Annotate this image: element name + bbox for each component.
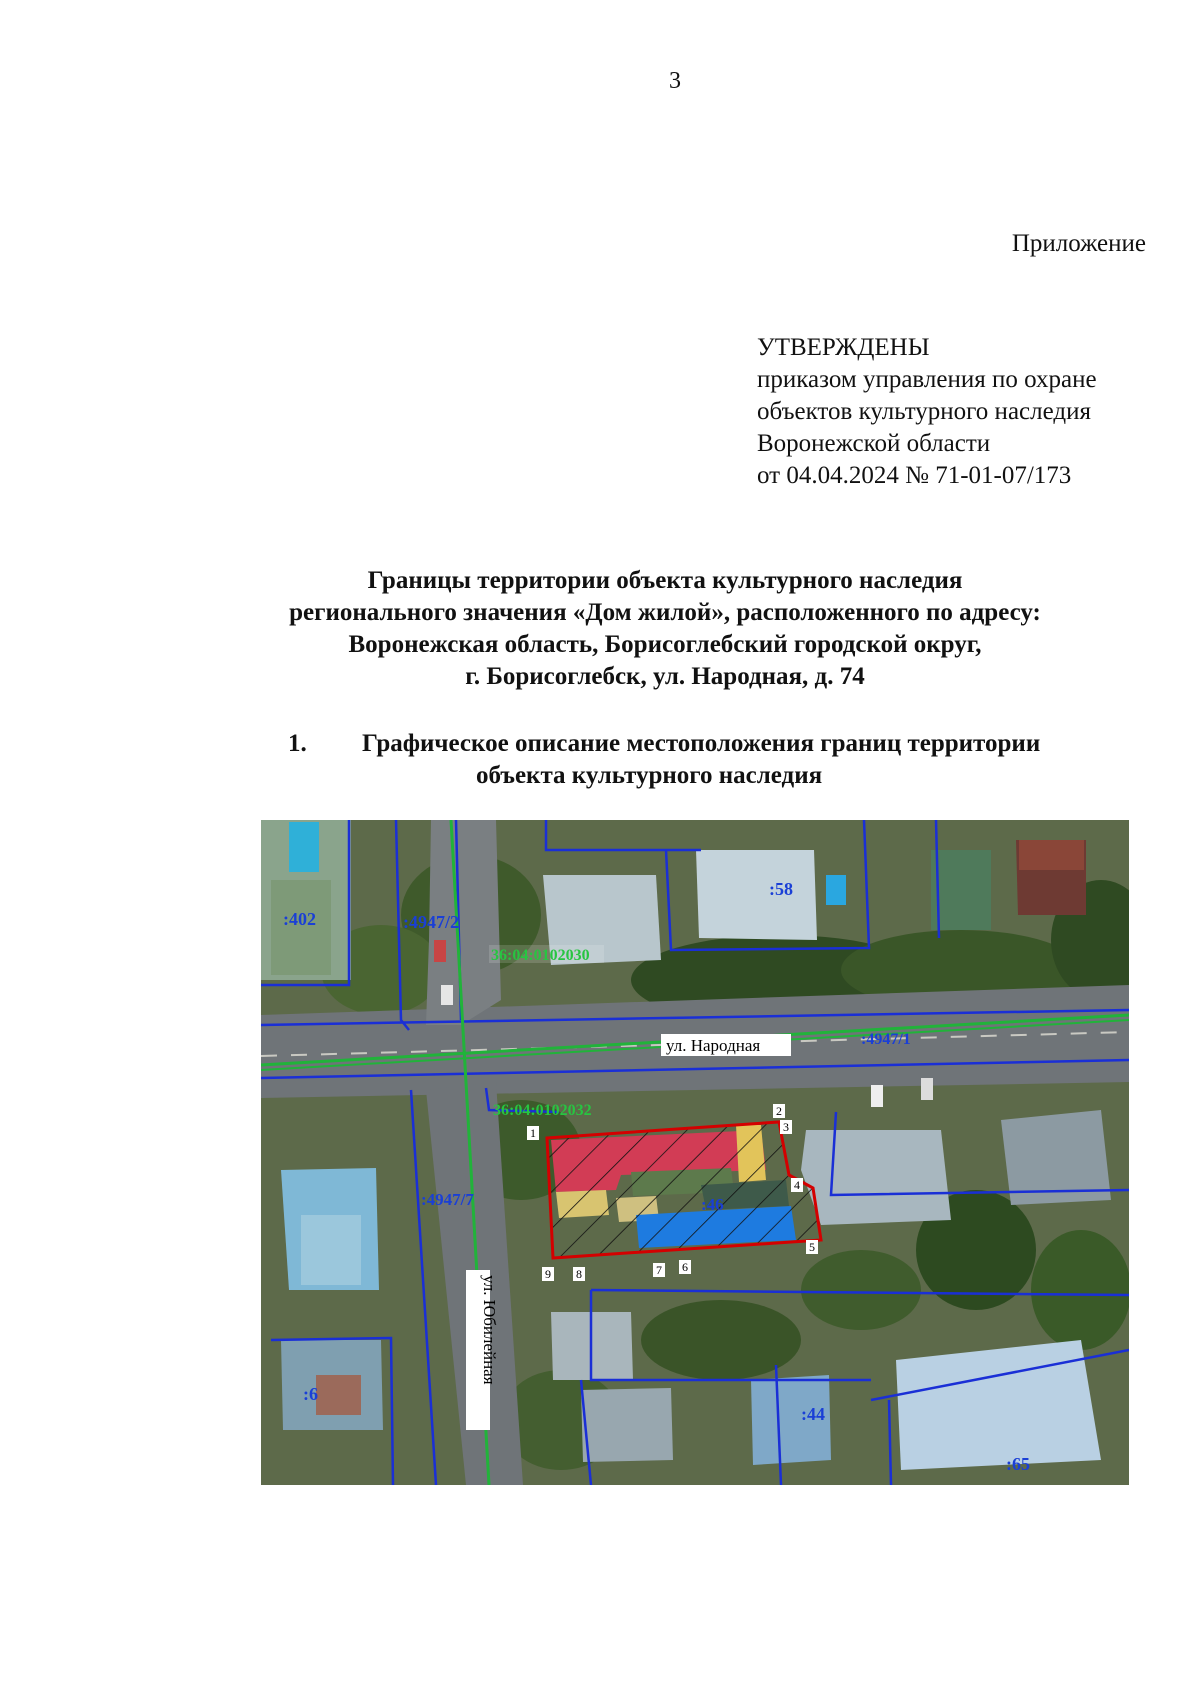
- approval-line: Воронежской области: [757, 430, 991, 457]
- point-label-6: 6: [682, 1260, 688, 1274]
- approval-line: объектов культурного наследия: [757, 398, 1091, 425]
- point-label-3: 3: [783, 1120, 789, 1134]
- title-line: Воронежская область, Борисоглебский городской округ,: [348, 631, 982, 658]
- document-title: [160, 565, 1170, 693]
- approval-block: [757, 332, 1097, 492]
- parcel-label-402: :402: [283, 909, 316, 929]
- section-title-line: Графическое описание местоположения границ территории: [362, 730, 1041, 757]
- approval-heading: УТВЕРЖДЕНЫ: [757, 334, 930, 361]
- point-label-1: 1: [530, 1126, 536, 1140]
- boundary-map: [261, 820, 1129, 1485]
- parcel-label-58: :58: [769, 879, 793, 899]
- protected-territory: [547, 1122, 821, 1258]
- appendix-label: Приложение: [1011, 230, 1146, 257]
- page-number: 3: [669, 68, 681, 94]
- point-label-2: 2: [776, 1104, 782, 1118]
- section-title-line: объекта культурного наследия: [476, 762, 823, 789]
- title-line: регионального значения «Дом жилой», расположенного по адресу:: [289, 599, 1041, 626]
- parcel-label-4947-7: :4947/7: [421, 1190, 474, 1209]
- street-label-narodnaya: ул. Народная: [666, 1036, 761, 1055]
- street-label-yubileynaya: ул. Юбилейная: [480, 1275, 499, 1385]
- parcel-label-46: :46: [701, 1195, 724, 1214]
- section-number: 1.: [288, 730, 307, 757]
- quarter-label-north: 36:04:0102030: [491, 947, 590, 964]
- point-label-9: 9: [545, 1267, 551, 1281]
- parcel-label-65: :65: [1006, 1454, 1030, 1474]
- point-label-8: 8: [576, 1267, 582, 1281]
- parcel-label-4947-2: :4947/2: [403, 912, 459, 932]
- point-label-7: 7: [656, 1263, 662, 1277]
- parcel-label-44: :44: [801, 1404, 825, 1424]
- point-label-4: 4: [794, 1178, 800, 1192]
- aerial-map-image: [261, 820, 1129, 1485]
- parcel-label-4947-1: :4947/1: [861, 1031, 911, 1048]
- approval-line: приказом управления по охране: [757, 366, 1097, 393]
- parcel-label-6: :6: [303, 1384, 318, 1404]
- title-line: Границы территории объекта культурного наследия: [367, 567, 963, 594]
- point-label-5: 5: [809, 1240, 815, 1254]
- title-line: г. Борисоглебск, ул. Народная, д. 74: [465, 663, 865, 690]
- quarter-label-south: 36:04:0102032: [493, 1102, 592, 1119]
- approval-date-number: от 04.04.2024 № 71-01-07/173: [757, 462, 1072, 489]
